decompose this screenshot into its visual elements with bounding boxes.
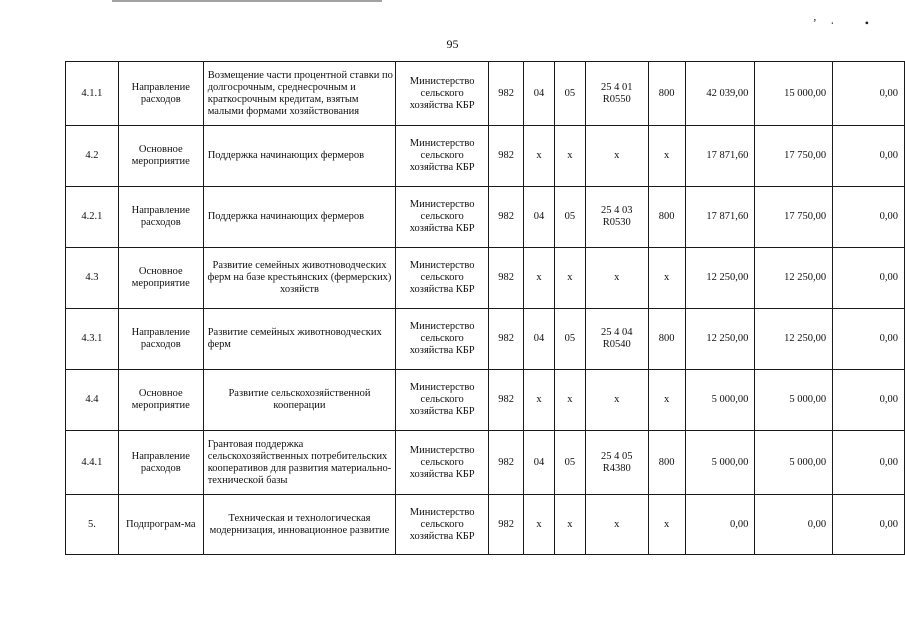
cell-code: 4.4.1 [66, 431, 119, 495]
cell-pr: 05 [554, 431, 585, 495]
cell-csr: 25 4 04 R0540 [585, 309, 648, 370]
cell-amount-3: 0,00 [833, 187, 905, 248]
cell-rz: x [524, 248, 555, 309]
cell-code: 4.3 [66, 248, 119, 309]
cell-code: 4.2.1 [66, 187, 119, 248]
cell-status: Направление расходов [118, 431, 203, 495]
cell-amount-3: 0,00 [833, 431, 905, 495]
cell-amount-1: 12 250,00 [685, 248, 755, 309]
cell-grbs: 982 [489, 309, 524, 370]
table-row [66, 495, 905, 555]
cell-amount-2: 12 250,00 [755, 248, 833, 309]
cell-vr: 800 [648, 309, 685, 370]
cell-grbs: 982 [489, 62, 524, 126]
cell-vr: x [648, 248, 685, 309]
cell-status: Направление расходов [118, 309, 203, 370]
cell-code: 4.3.1 [66, 309, 119, 370]
cell-rz: 04 [524, 431, 555, 495]
table-row [66, 62, 905, 126]
table-row [66, 431, 905, 495]
cell-status: Основное мероприятие [118, 248, 203, 309]
table-row [66, 126, 905, 187]
cell-amount-1: 5 000,00 [685, 431, 755, 495]
cell-pr: 05 [554, 187, 585, 248]
cell-amount-1: 17 871,60 [685, 187, 755, 248]
cell-amount-2: 17 750,00 [755, 126, 833, 187]
cell-vr: x [648, 495, 685, 555]
cell-pr: 05 [554, 62, 585, 126]
cell-pr: x [554, 495, 585, 555]
cell-csr: 25 4 05 R4380 [585, 431, 648, 495]
cell-name: Развитие семейных животноводческих ферм [203, 309, 396, 370]
page-number: 95 [446, 37, 459, 51]
cell-amount-3: 0,00 [833, 309, 905, 370]
cell-name: Техническая и технологическая модернизация, инновационное развитие [203, 495, 396, 555]
corner-marks: ʼ∙ • [812, 16, 883, 30]
cell-amount-2: 0,00 [755, 495, 833, 555]
cell-amount-3: 0,00 [833, 370, 905, 431]
cell-amount-2: 5 000,00 [755, 370, 833, 431]
cell-status: Направление расходов [118, 187, 203, 248]
cell-name: Поддержка начинающих фермеров [203, 187, 396, 248]
cell-name: Возмещение части процентной ставки по долгосрочным, среднесрочным и краткосрочным кредитам, взятым малыми формами хозяйствования [203, 62, 396, 126]
table-row [66, 187, 905, 248]
cell-grbs: 982 [489, 431, 524, 495]
cell-executor: Министерство сельского хозяйства КБР [396, 187, 489, 248]
cell-amount-3: 0,00 [833, 495, 905, 555]
cell-status: Направление расходов [118, 62, 203, 126]
cell-amount-3: 0,00 [833, 248, 905, 309]
cell-pr: 05 [554, 309, 585, 370]
cell-name: Грантовая поддержка сельскохозяйственных потребительских кооперативов для развития материально-технической базы [203, 431, 396, 495]
cell-grbs: 982 [489, 495, 524, 555]
cell-amount-1: 17 871,60 [685, 126, 755, 187]
cell-vr: x [648, 370, 685, 431]
cell-pr: x [554, 248, 585, 309]
cell-amount-1: 12 250,00 [685, 309, 755, 370]
cell-executor: Министерство сельского хозяйства КБР [396, 495, 489, 555]
cell-code: 4.1.1 [66, 62, 119, 126]
table-row [66, 370, 905, 431]
cell-code: 5. [66, 495, 119, 555]
cell-amount-2: 5 000,00 [755, 431, 833, 495]
budget-table [65, 61, 905, 555]
cell-status: Основное мероприятие [118, 370, 203, 431]
cell-executor: Министерство сельского хозяйства КБР [396, 62, 489, 126]
cell-vr: 800 [648, 431, 685, 495]
cell-csr: x [585, 495, 648, 555]
cell-vr: x [648, 126, 685, 187]
cell-amount-3: 0,00 [833, 126, 905, 187]
table-row [66, 309, 905, 370]
cell-name: Развитие сельскохозяйственной кооперации [203, 370, 396, 431]
cell-amount-3: 0,00 [833, 62, 905, 126]
cell-executor: Министерство сельского хозяйства КБР [396, 126, 489, 187]
cell-status: Основное мероприятие [118, 126, 203, 187]
cell-amount-1: 42 039,00 [685, 62, 755, 126]
cell-amount-2: 17 750,00 [755, 187, 833, 248]
cell-pr: x [554, 370, 585, 431]
scan-artifact-line [112, 0, 382, 2]
cell-csr: 25 4 03 R0530 [585, 187, 648, 248]
cell-executor: Министерство сельского хозяйства КБР [396, 431, 489, 495]
cell-grbs: 982 [489, 126, 524, 187]
cell-code: 4.2 [66, 126, 119, 187]
cell-vr: 800 [648, 187, 685, 248]
cell-grbs: 982 [489, 187, 524, 248]
cell-name: Развитие семейных животноводческих ферм на базе крестьянских (фермерских) хозяйств [203, 248, 396, 309]
cell-amount-2: 15 000,00 [755, 62, 833, 126]
cell-csr: 25 4 01 R0550 [585, 62, 648, 126]
cell-rz: x [524, 370, 555, 431]
cell-rz: x [524, 495, 555, 555]
cell-status: Подпрограм-ма [118, 495, 203, 555]
cell-executor: Министерство сельского хозяйства КБР [396, 309, 489, 370]
budget-table-body [66, 62, 905, 555]
cell-vr: 800 [648, 62, 685, 126]
cell-rz: 04 [524, 62, 555, 126]
table-row [66, 248, 905, 309]
cell-code: 4.4 [66, 370, 119, 431]
cell-amount-1: 5 000,00 [685, 370, 755, 431]
cell-csr: x [585, 248, 648, 309]
cell-amount-2: 12 250,00 [755, 309, 833, 370]
cell-pr: x [554, 126, 585, 187]
cell-executor: Министерство сельского хозяйства КБР [396, 248, 489, 309]
cell-rz: 04 [524, 309, 555, 370]
cell-csr: x [585, 370, 648, 431]
cell-name: Поддержка начинающих фермеров [203, 126, 396, 187]
cell-grbs: 982 [489, 370, 524, 431]
cell-amount-1: 0,00 [685, 495, 755, 555]
cell-csr: x [585, 126, 648, 187]
cell-grbs: 982 [489, 248, 524, 309]
cell-executor: Министерство сельского хозяйства КБР [396, 370, 489, 431]
cell-rz: x [524, 126, 555, 187]
cell-rz: 04 [524, 187, 555, 248]
